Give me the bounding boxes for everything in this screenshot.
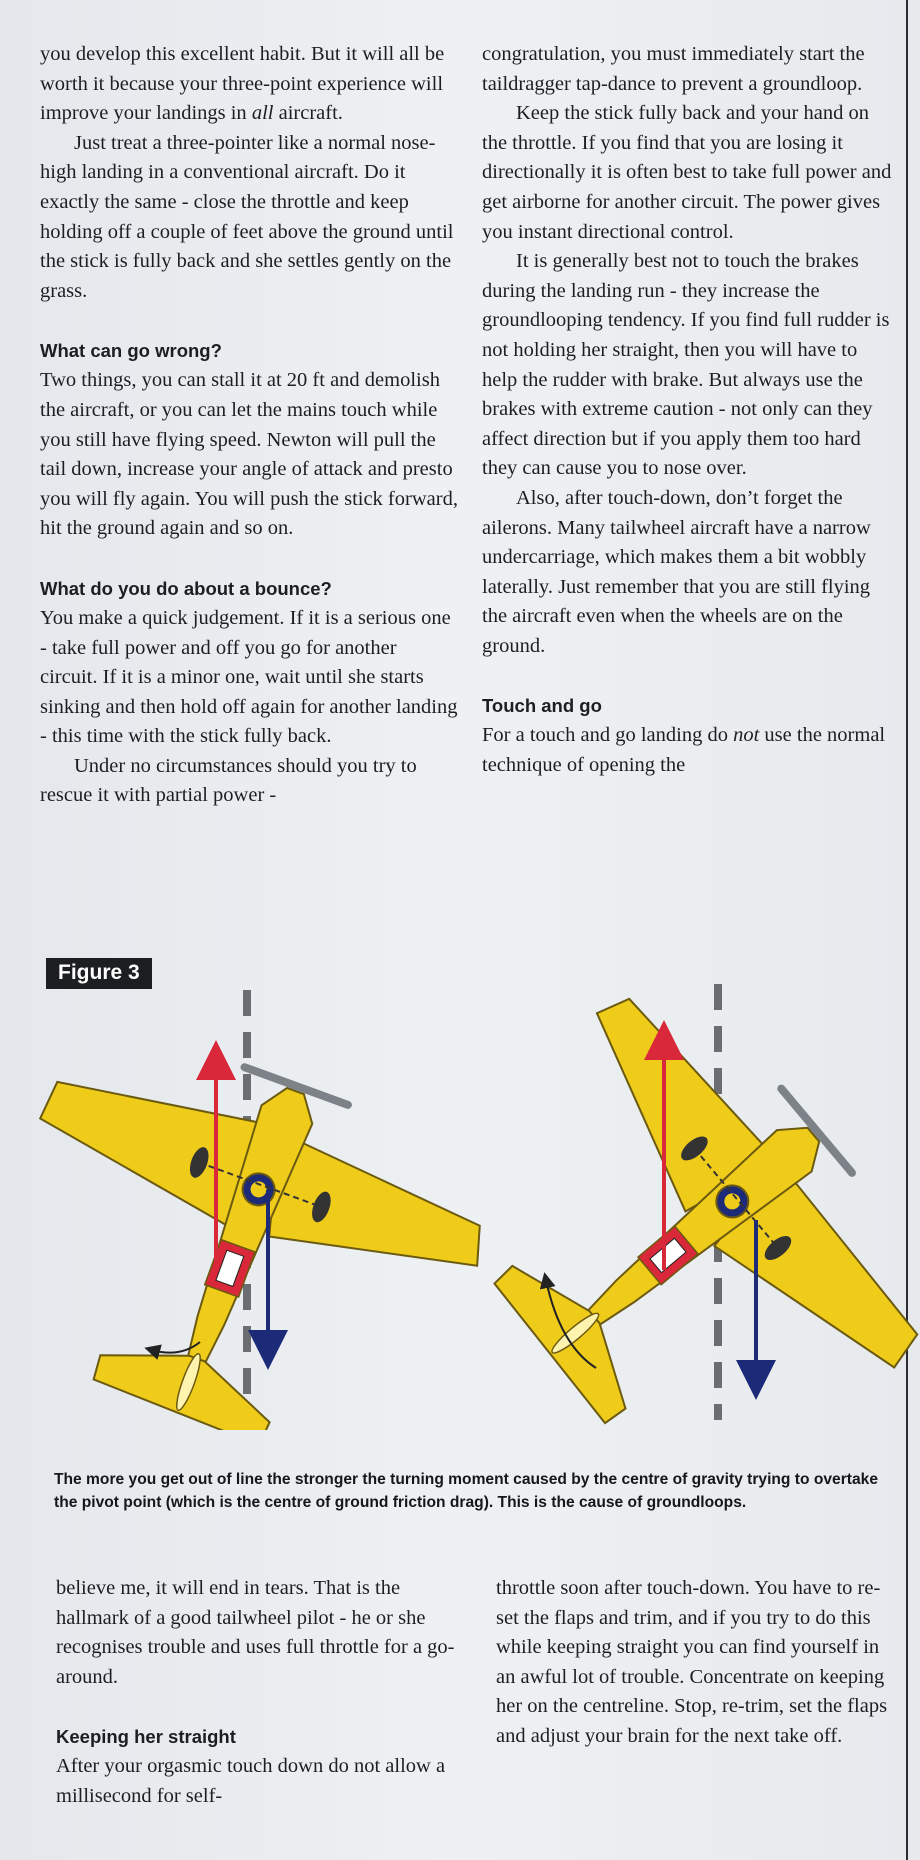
paragraph: Also, after touch-down, don’t forget the ailerons. Many tailwheel aircraft have a narrow undercarriage, which makes them a bit wobbly laterally. Just remember that you are still flying the aircraft even when the wheels are on the ground. bbox=[482, 486, 871, 657]
paragraph: congratulation, you must immediately start the taildragger tap-dance to prevent a groundloop. bbox=[482, 43, 865, 95]
paragraph: throttle soon after touch-down. You have to re-set the flaps and trim, and if you try to do this while keeping straight you can find yourself in an awful lot of trouble. Concentrate on keeping her on the centreline. Stop, re-trim, set the flaps and adjust your brain for the next take off. bbox=[496, 1577, 888, 1747]
column-top-left bbox=[40, 40, 458, 811]
figure-label: Figure 3 bbox=[46, 958, 152, 989]
figure-3-illustration bbox=[0, 950, 920, 1430]
paragraph: Two things, you can stall it at 20 ft and demolish the aircraft, or you can let the mains touch while you still have flying speed. Newton will pull the tail down, increase your angle of attack and presto you will fly again. You will push the stick forward, hit the ground again and so on. bbox=[40, 369, 458, 540]
section-heading: Touch and go bbox=[482, 695, 602, 717]
paragraph: you develop this excellent habit. But it will all be worth it because your three-point experience will improve your landings in all aircraft. bbox=[40, 43, 445, 125]
column-top-right bbox=[482, 40, 892, 781]
column-bottom-right bbox=[496, 1574, 896, 1752]
paragraph: believe me, it will end in tears. That is the hallmark of a good tailwheel pilot - he or she recognises trouble and uses full throttle for a go-around. bbox=[56, 1577, 455, 1688]
paragraph: For a touch and go landing do not use the normal technique of opening the bbox=[482, 724, 886, 777]
paragraph: Keep the stick fully back and your hand on the throttle. If you find that you are losing it directionally it is often best to take full power and get airborne for another circuit. The power gives you instant directional control. bbox=[482, 102, 892, 243]
column-bottom-left bbox=[56, 1574, 466, 1812]
aircraft-right bbox=[397, 950, 920, 1430]
paragraph: You make a quick judgement. If it is a serious one - take full power and off you go for another circuit. If it is a minor one, wait until she starts sinking and then hold off again for another landing - this time with the stick fully back. bbox=[40, 606, 458, 748]
figure-caption: The more you get out of line the stronger the turning moment caused by the centre of gravity trying to overtake the pivot point (which is the centre of ground friction drag). This is the cause of groundloops. bbox=[54, 1471, 878, 1511]
paragraph: After your orgasmic touch down do not allow a millisecond for self- bbox=[56, 1755, 446, 1807]
section-heading: Keeping her straight bbox=[56, 1726, 236, 1748]
paragraph: Just treat a three-pointer like a normal nose-high landing in a conventional aircraft. Do it exactly the same - close the throttle and keep holding off a couple of feet above the ground until the stick is fully back and she settles gently on the grass. bbox=[40, 131, 454, 302]
section-heading: What do you do about a bounce? bbox=[40, 577, 332, 599]
aircraft-left bbox=[0, 990, 514, 1430]
paragraph: Under no circumstances should you try to rescue it with partial power - bbox=[40, 754, 417, 807]
paragraph: It is generally best not to touch the brakes during the landing run - they increase the groundlooping tendency. If you find full rudder is not holding her straight, then you will have to help the rudder with brake. But always use the brakes with extreme caution - not only can they affect direction but if you apply them too hard they can cause you to nose over. bbox=[482, 250, 890, 480]
page-edge-line bbox=[906, 0, 908, 1860]
section-heading: What can go wrong? bbox=[40, 340, 222, 362]
